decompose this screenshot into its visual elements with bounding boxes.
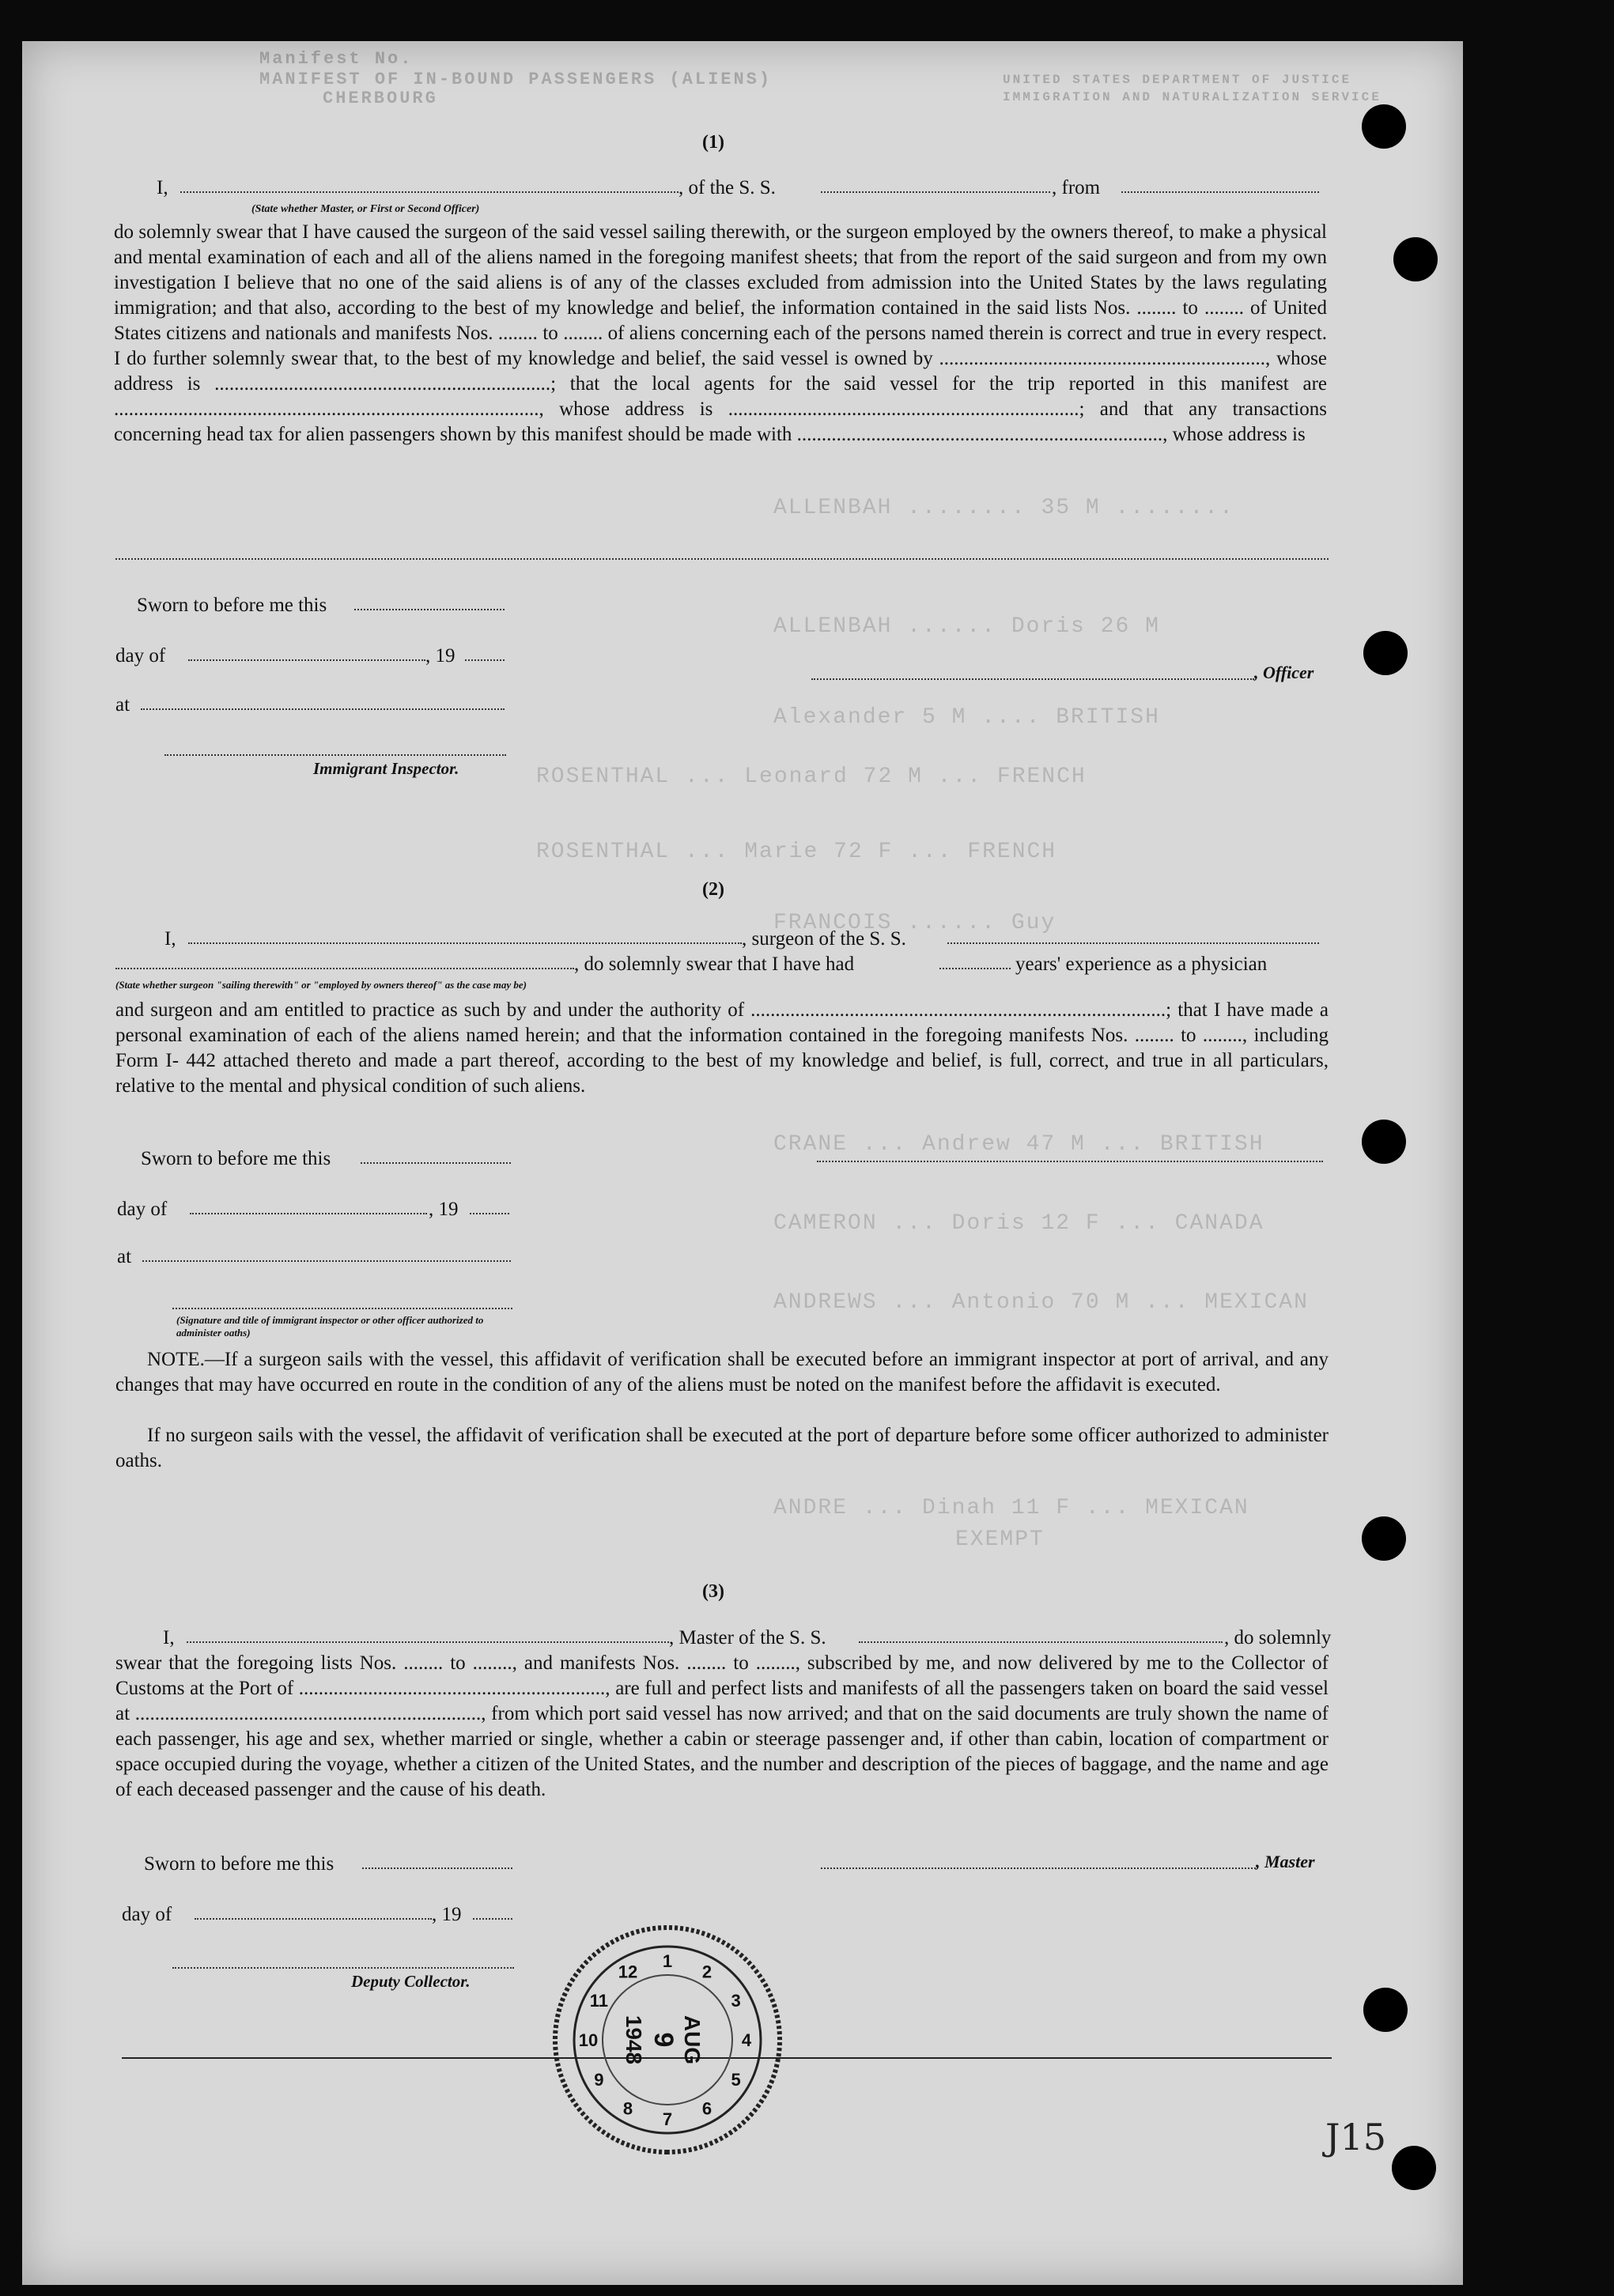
surgeon-status-field[interactable] — [115, 954, 574, 969]
surgeon-vessel-field[interactable] — [947, 928, 1319, 944]
section-3-oath-paragraph: swear that the foregoing lists Nos. ........ to ........, and manifests Nos. ........ to ........, subscribed by me, and now delivered by me to the Collector of Customs at the Port of .............................................................., are full and perfect lists and manifests of all the passengers taken on board the said vessel at ......................................................................, from which port said vessel has now arrived; and that on the said documents are truly shown the name of each passenger, his age and sex, whether married or single, whether a cabin or steerage passenger and, if other than cabin, location of compartment or space occupied during the voyage, whether a citizen of the United States, and the number and description of the pieces of baggage, and the name and age of each deceased passenger and the cause of his death. — [115, 1652, 1329, 1800]
stamp-ring-number: 12 — [618, 1962, 638, 1982]
year-field-2[interactable] — [470, 1199, 509, 1214]
from-port-field[interactable] — [1121, 177, 1319, 193]
bleed-through-service: IMMIGRATION AND NATURALIZATION SERVICE — [1003, 90, 1382, 104]
stamp-ring-number: 7 — [662, 2109, 673, 2129]
stamp-day: 9 — [648, 2032, 678, 2048]
stamp-ring-number: 10 — [578, 2030, 599, 2050]
section-1-oath-paragraph: do solemnly swear that I have caused the surgeon of the said vessel sailing therewith, or the surgeon employed by the owners thereof, to make a physical and mental examination of each and all of the aliens named in the foregoing manifest sheets; that from the report of the said surgeon and from my own investigation I believe that no one of the said aliens is of any of the classes excluded from admission into the United States by the laws regulating immigration; and that also, according to the best of my knowledge and belief, the information contained in the said lists Nos. ........ to ........ of United States citizens and nationals and manifests Nos. ........ to ........ of aliens concerning each of the persons named therein is correct and true in every respect. I do further solemnly swear that, to the best of my knowledge and belief, the said vessel is owned by .................................................................., whose address is ....................................................................; that the local agents for the said vessel for the trip reported in this manifest are ......................................................................................, whose address is .......................................................................; and that any transactions concerning head tax for alien passengers shown by this manifest should be made with .........................................................................., whose address is — [114, 221, 1327, 445]
at-place-field[interactable] — [141, 694, 505, 710]
year-label-3: , 19 — [432, 1904, 462, 1925]
stamp-ring-number: 1 — [662, 1951, 673, 1971]
years-experience-label: years' experience as a physician — [1015, 954, 1268, 975]
punch-hole-icon — [1363, 631, 1408, 675]
month-field[interactable] — [188, 645, 425, 661]
section-3-i: I, — [163, 1627, 175, 1648]
bleed-through-line: ROSENTHAL ... Leonard 72 M ... FRENCH — [536, 765, 1087, 789]
section-3-vessel-field[interactable] — [859, 1627, 1223, 1643]
day-of-label-2: day of — [117, 1199, 168, 1220]
section-1-from: , from — [1052, 177, 1101, 198]
year-label: , 19 — [425, 645, 455, 667]
bleed-through-manifest-no: Manifest No. — [259, 49, 414, 69]
day-of-label: day of — [115, 645, 166, 667]
at-place-field-2[interactable] — [142, 1246, 511, 1262]
punch-hole-icon — [1392, 2146, 1436, 2190]
stamp-ring-number: 6 — [701, 2098, 713, 2119]
bleed-through-line: CRANE ... Andrew 47 M ... BRITISH — [773, 1132, 1264, 1157]
collector-signature-line[interactable] — [172, 1967, 514, 1969]
section-1-caption: (State whether Master, or First or Second Officer) — [251, 203, 480, 215]
bleed-through-line: CAMERON ... Doris 12 F ... CANADA — [773, 1211, 1264, 1236]
year-label-2: , 19 — [429, 1199, 459, 1220]
master-name-field[interactable] — [180, 177, 678, 193]
year-field-3[interactable] — [473, 1904, 512, 1920]
signature-caption: (Signature and title of immigrant inspector or other officer authorized to administer oaths) — [176, 1314, 484, 1339]
stamp-ring-number: 11 — [589, 1991, 609, 2011]
do-solemnly: , do solemnly — [1224, 1627, 1332, 1648]
surgeon-of-ss: , surgeon of the S. S. — [742, 928, 906, 950]
at-label: at — [115, 694, 130, 716]
master-label: , Master — [1256, 1852, 1315, 1871]
section-3-master-name-field[interactable] — [187, 1627, 669, 1643]
section-2-i: I, — [164, 928, 176, 950]
section-3-number: (3) — [702, 1581, 724, 1602]
punch-hole-icon — [1362, 1120, 1406, 1164]
stamp-ring-number: 5 — [731, 2070, 741, 2090]
deputy-collector-label: Deputy Collector. — [351, 1972, 471, 1991]
stamp-month: AUG — [680, 2015, 705, 2065]
month-field-3[interactable] — [195, 1904, 432, 1920]
bleed-through-title: MANIFEST OF IN-BOUND PASSENGERS (ALIENS) — [259, 70, 773, 89]
document-page — [22, 41, 1463, 2285]
master-signature-field[interactable] — [821, 1853, 1256, 1869]
note-paragraph-2: If no surgeon sails with the vessel, the affidavit of verification shall be executed at the port of departure before some officer authorized to administer oaths. — [115, 1425, 1329, 1471]
stamp-ring-number: 2 — [701, 1962, 713, 1982]
inspector-label: Immigrant Inspector. — [313, 759, 459, 778]
stamp-ring-number: 3 — [731, 1991, 741, 2011]
stamp-ring-number: 4 — [741, 2030, 752, 2050]
punch-hole-icon — [1362, 1516, 1406, 1561]
vessel-name-field[interactable] — [821, 177, 1050, 193]
master-of-ss: , Master of the S. S. — [669, 1627, 826, 1648]
section-1-i: I, — [157, 177, 168, 198]
bleed-through-line: ANDRE ... Dinah 11 F ... MEXICAN — [773, 1496, 1249, 1520]
section-2-number: (2) — [702, 879, 724, 900]
years-experience-field[interactable] — [939, 954, 1011, 969]
punch-hole-icon — [1363, 1988, 1408, 2032]
punch-hole-icon — [1362, 104, 1406, 149]
stamp-ring-number: 8 — [622, 2098, 633, 2119]
sworn-label-3: Sworn to before me this — [144, 1853, 335, 1875]
bleed-through-line: ROSENTHAL ... Marie 72 F ... FRENCH — [536, 840, 1057, 864]
sworn-day-field[interactable] — [354, 595, 505, 610]
punch-hole-icon — [1393, 237, 1438, 281]
bleed-through-line: FRANCOIS ...... Guy — [773, 911, 1056, 935]
section-2-caption: (State whether surgeon "sailing therewith" or "employed by owners thereof" as the case may be) — [115, 979, 527, 991]
officer-label: , Officer — [1254, 663, 1314, 682]
authorized-officer-signature-line[interactable] — [172, 1308, 512, 1309]
surgeon-signature-field[interactable] — [817, 1146, 1323, 1162]
day-of-label-3: day of — [122, 1904, 172, 1925]
section-1-of-ss: , of the S. S. — [678, 177, 776, 198]
bleed-through-line: ANDREWS ... Antonio 70 M ... MEXICAN — [773, 1290, 1309, 1315]
bleed-through-dept: UNITED STATES DEPARTMENT OF JUSTICE — [1003, 73, 1352, 87]
month-field-2[interactable] — [190, 1199, 427, 1214]
bleed-through-line: Alexander 5 M .... BRITISH — [773, 705, 1160, 730]
year-field[interactable] — [465, 645, 505, 661]
sworn-day-field-3[interactable] — [362, 1853, 512, 1869]
inspector-signature-line[interactable] — [164, 754, 506, 756]
at-label-2: at — [117, 1246, 132, 1267]
sworn-label-2: Sworn to before me this — [141, 1148, 331, 1169]
bleed-through-line: ALLENBAH ...... Doris 26 M — [773, 614, 1160, 639]
date-stamp — [549, 1921, 786, 2158]
section-1-number: (1) — [702, 132, 724, 153]
sworn-day-field-2[interactable] — [361, 1148, 511, 1164]
bleed-through-line: ALLENBAH ........ 35 M ........ — [773, 496, 1234, 520]
bleed-through-port: CHERBOURG — [323, 89, 438, 108]
stamp-year: 1948 — [622, 2015, 646, 2065]
officer-signature-field[interactable] — [811, 664, 1254, 680]
stamp-ring-number: 9 — [594, 2070, 604, 2090]
bleed-through-line: EXEMPT — [955, 1528, 1045, 1552]
address-line[interactable] — [115, 558, 1329, 560]
surgeon-swear: , do solemnly swear that I have had — [574, 954, 855, 975]
handwritten-sheet-number: J15 — [1325, 2116, 1386, 2158]
section-2-oath-paragraph: and surgeon and am entitled to practice as such by and under the authority of ....................................................................................; that I have made a personal examination of each of the aliens named herein; and that the information contained in the foregoing manifests Nos. ........ to ........, including Form I- 442 attached thereto and made a part thereof, according to the best of my knowledge and belief, is full, correct, and true in all particulars, relative to the mental and physical condition of such aliens. — [115, 999, 1329, 1097]
surgeon-name-field[interactable] — [188, 928, 742, 944]
sworn-label: Sworn to before me this — [137, 595, 327, 616]
note-paragraph: NOTE.—If a surgeon sails with the vessel, this affidavit of verification shall be executed before an immigrant inspector at port of arrival, and any changes that may have occurred en route in the condition of any of the aliens must be noted on the manifest before the affidavit is executed. — [115, 1349, 1329, 1395]
